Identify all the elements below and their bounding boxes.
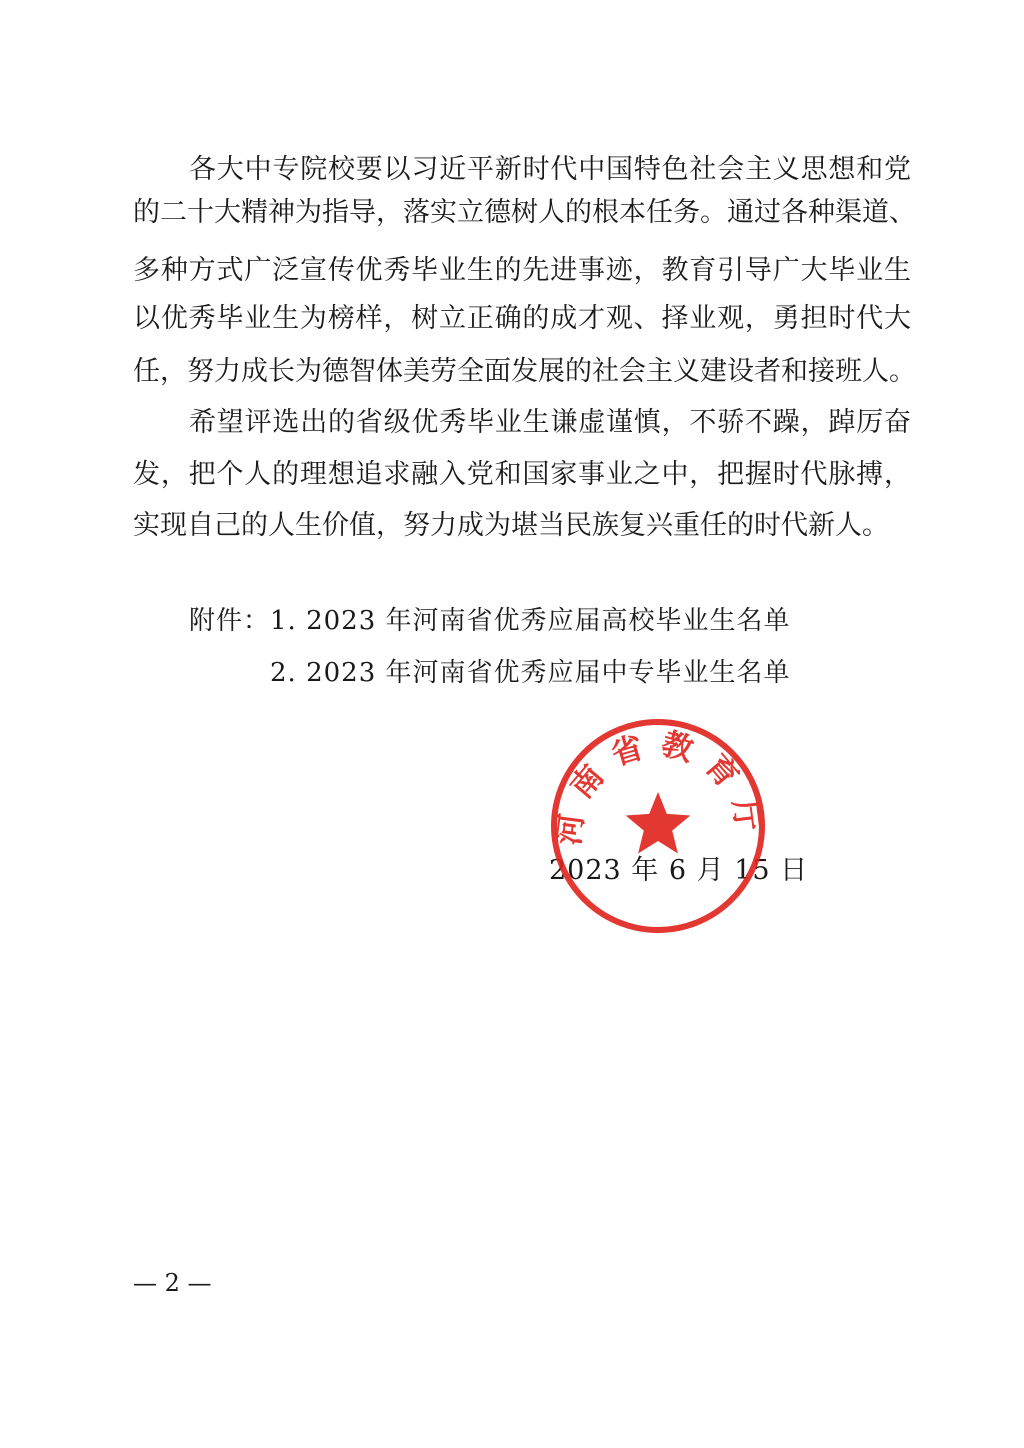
paragraph-1-line-3: 多种方式广泛宣传优秀毕业生的先进事迹，教育引导广大毕业生 <box>133 255 911 286</box>
paragraph-1-line-5: 任，努力成长为德智体美劳全面发展的社会主义建设者和接班人。 <box>133 356 916 387</box>
paragraph-1-line-1: 各大中专院校要以习近平新时代中国特色社会主义思想和党 <box>189 154 911 185</box>
paragraph-2-line-3: 实现自己的人生价值，努力成为堪当民族复兴重任的时代新人。 <box>133 510 889 541</box>
paragraph-2-line-2: 发，把个人的理想追求融入党和国家事业之中，把握时代脉搏， <box>133 459 911 490</box>
official-seal <box>548 716 768 936</box>
attachment-item-2: 2. 2023 年河南省优秀应届中专毕业生名单 <box>270 658 791 688</box>
seal-lettering: 河南省教育厅 <box>551 725 767 848</box>
page-number: — 2 — <box>133 1269 212 1297</box>
paragraph-2-line-1: 希望评选出的省级优秀毕业生谦虚谨慎，不骄不躁，踔厉奋 <box>189 407 911 438</box>
paragraph-1-line-2: 的二十大精神为指导，落实立德树人的根本任务。通过各种渠道、 <box>133 197 916 228</box>
attachment-item-1: 1. 2023 年河南省优秀应届高校毕业生名单 <box>270 606 791 636</box>
seal-star-icon <box>626 792 691 854</box>
paragraph-1-line-4: 以优秀毕业生为榜样，树立正确的成才观、择业观，勇担时代大 <box>133 303 911 334</box>
attachments-label: 附件： <box>189 606 271 636</box>
signature-date: 2023 年 6 月 15 日 <box>549 855 809 886</box>
